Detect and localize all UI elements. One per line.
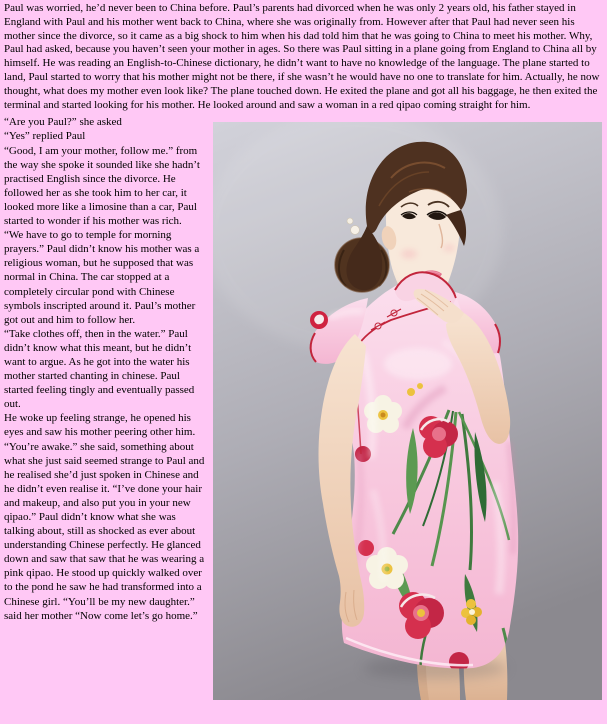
qipao-woman-photo-art xyxy=(213,122,602,700)
content-area xyxy=(0,112,607,700)
blush xyxy=(443,244,455,252)
sleeve-emblem xyxy=(310,311,328,329)
blush xyxy=(401,249,417,259)
story-paragraph: “Good, I am your mother, follow me.” from the way she spoke it sounded like she hadn’t practised English since the divorce. He followed her as she took him to her car, it looked more like a limosine than a car, Paul started to wonder if his mother was rich. xyxy=(4,144,200,228)
story-paragraph: “We have to go to temple for morning prayers.” Paul didn’t know his mother was a religious woman, but he supposed that was normal in China. The car stopped at a completely circular pond with Chinese symbols inscripted around it. Paul’s mother got out and him to follow her. xyxy=(4,229,200,326)
story-intro: Paul was worried, he’d never been to China before. Paul’s parents had divorced when he was only 2 years old, his father stayed in England with Paul and his mother went back to China, where she was originally from. However after that Paul had never seen his mother since the divorce, so it came as a big shock to him when his dad told him that he was going to China to meet his mother. Why, Paul had asked, because you haven’t seen your mother in ages. So there was Paul sitting in a plane going from England to China all by himself. He was reading an English-to-Chinese dictionary, he didn’t want to have no knowledge of the language. The plane started to land, Paul started to worry that his mother might not be there, if she wasn’t he would have no one to translate for him. Actually, he now thought, what does my mother even look like? The plane touched down. He exited the plane and got all his baggage, he then exited the terminal and started looking for his mother. He looked around and saw a woman in a red qipao coming straight for him. xyxy=(4,2,600,111)
story-paragraph: “Yes” replied Paul xyxy=(4,130,86,143)
story-paragraph: “Take clothes off, then in the water.” Paul didn’t know what this meant, but he didn’t want to argue. As he got into the water his mother started chanting in chinese. Paul started feeling tingly and eventually passed out. xyxy=(4,327,195,411)
story-paragraph: He woke up feeling strange, he opened his eyes and saw his mother peering other him. xyxy=(4,412,196,439)
qipao-woman-photo xyxy=(213,122,602,700)
story-column xyxy=(0,112,209,622)
story-paragraph: “Are you Paul?” she asked xyxy=(4,116,122,129)
story-paragraph: “You’re awake.” she said, something about what she just said seemed strange to Paul and he realised she’d just spoken in Chinese and he didn’t even realise it. “I’ve done your hair and makeup, and also put you in your new qipao.” Paul didn’t know what she was talking about, still as shocked as ever about understanding Chinese perfectly. He glanced down and saw that saw that he was wearing a pink qipao. He stood up quickly walked over to the pond he saw he had transformed into a Chinese girl. “You’ll be my new daughter.” said her mother “Now come let’s go home.” xyxy=(4,440,205,622)
